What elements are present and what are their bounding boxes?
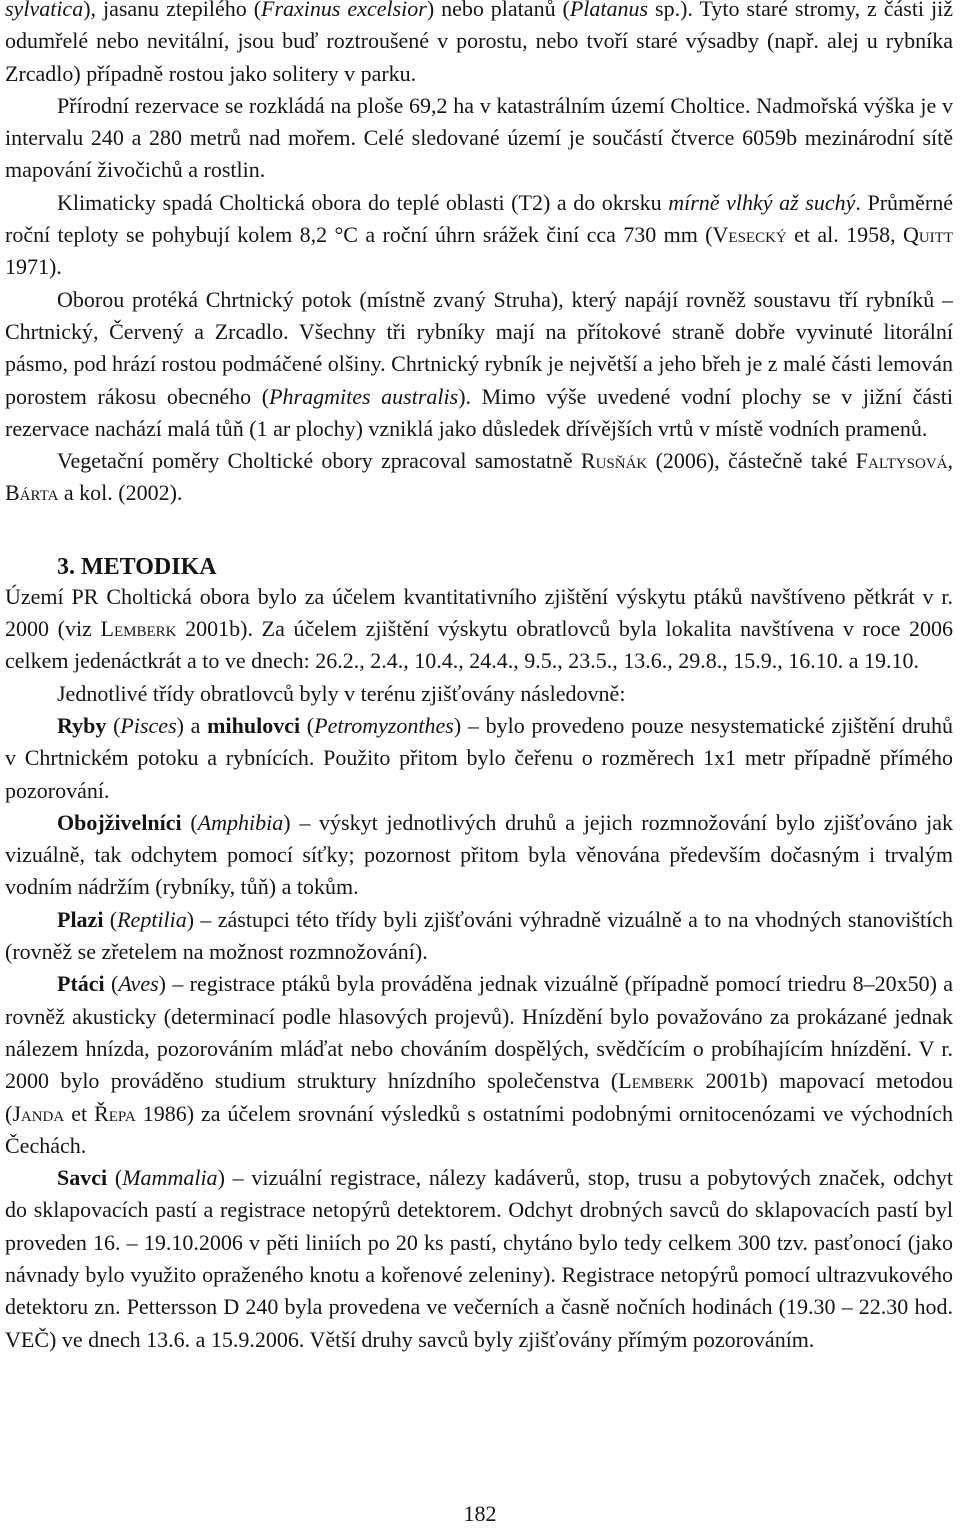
- class-name: Ptáci: [57, 971, 105, 997]
- page-number: 182: [463, 1501, 497, 1526]
- author-name: Rusňák: [580, 448, 648, 474]
- class-name: Savci: [57, 1165, 108, 1191]
- paragraph-area: Přírodní rezervace se rozkládá na ploše 69,2 ha v katastrálním území Choltice. Nadmořská výška je v intervalu 240 a 280 metrů nad mořem. Celé sledované území je součástí čtverce 6059b mezinárodní sítě mapování živočichů a rostlin.: [5, 92, 953, 183]
- paragraph-mammals: Savci (Mammalia) – vizuální registrace, nálezy kadáverů, stop, trusu a pobytových značek, odchyt do sklapovacích pastí a registrace netopýrů detektorem. Odchyt drobných savců do sklapovacích pastí byl proveden 16. – 19.10.2006 v pěti liniích po 20 ks pastí, chytáno bylo tedy celkem 300 tzv. pasťonocí (jako návnady bylo využito opraženého knotu a kořenové zeleniny). Registrace netopýrů pomocí ultrazvukového detektoru zn. Pettersson D 240 byla provedena ve večerních a časně nočních hodinách (19.30 – 22.30 hod. VEČ) ve dnech 13.6. a 15.9.2006. Větší druhy savců byly zjišťovány přímým pozorováním.: [5, 1165, 954, 1352]
- latin-name: Pisces: [120, 712, 177, 738]
- latin-name: Petromyzonthes: [314, 712, 454, 738]
- species-name: Platanus: [569, 0, 649, 21]
- paragraph-climate: Klimaticky spadá Choltická obora do teplé oblasti (T2) a do okrsku mírně vlhký až suchý. Průměrné roční teploty se pohybují kolem 8,2 °C a roční úhrn srážek činí cca 730 mm (Vesecký et al. 1958, Quitt 1971).: [5, 189, 954, 280]
- latin-name: Mammalia: [122, 1165, 218, 1191]
- paragraph-amphibians: Obojživelníci (Amphibia) – výskyt jednotlivých druhů a jejich rozmnožování bylo zjišťováno jak vizuálně, tak odchytem pomocí síťky; pozornost přitom byla věnována především dočasným i trvalým vodním nádržím (rybníky, tůň) a tokům.: [5, 809, 954, 900]
- paragraph-water: Oborou protéká Chrtnický potok (místně zvaný Struha), který napájí rovněž soustavu tří rybníků – Chrtnický, Červený a Zrcadlo. Všechny tři rybníky mají na přítokové straně dobře vyvinuté litorální pásmo, pod hrází rostou podmáčené olšiny. Chrtnický rybník je největší a jeho břeh je z malé části lemován porostem rákosu obecného (Phragmites australis). Mimo výše uvedené vodní plochy se v jižní části rezervace nachází malá tůň (1 ar plochy) vzniklá jako důsledek dřívějších vrtů v místě vodních pramenů.: [5, 286, 953, 441]
- author-name: Quitt: [902, 222, 953, 248]
- author-name: Faltysová: [855, 448, 948, 474]
- author-name: Lemberk: [100, 616, 177, 642]
- paragraph-fish: Ryby (Pisces) a mihulovci (Petromyzonthes) – bylo provedeno pouze nesystematické zjištění druhů v Chrtnickém potoku a rybnících. Použito přitom bylo čeřenu o rozměrech 1x1 metr případně přímého pozorování.: [5, 712, 954, 803]
- paragraph-birds: Ptáci (Aves) – registrace ptáků byla prováděna jednak vizuálně (případně pomocí triedru 8–20x50) a rovněž akusticky (determinací podle hlasových projevů). Hnízdění bylo považováno za prokázané jednak nálezem hnízda, pozorováním mláďat nebo chováním dospělých, svědčícím o probíhajícím hnízdění. V r. 2000 bylo prováděno studium struktury hnízdního společenstva (Lemberk 2001b) mapovací metodou (Janda et Řepa 1986) za účelem srovnání výsledků s ostatními podobnými ornitocenózami ve východních Čechách.: [5, 971, 954, 1158]
- latin-name: Aves: [118, 971, 159, 997]
- paragraph-classes-intro: Jednotlivé třídy obratlovců byly v terénu zjišťovány následovně:: [57, 680, 626, 706]
- paragraph-methods-intro: Území PR Choltická obora bylo za účelem kvantitativního zjištění výskytu ptáků navštíveno pětkrát v r. 2000 (viz Lemberk 2001b). Za účelem zjištění výskytu obratlovců byla lokalita navštívena v roce 2006 celkem jedenáctkrát a to ve dnech: 26.2., 2.4., 10.4., 24.4., 9.5., 23.5., 13.6., 29.8., 15.9., 16.10. a 19.10.: [5, 583, 954, 674]
- author-name: Janda: [12, 1100, 65, 1126]
- class-name: Obojživelníci: [57, 809, 182, 835]
- class-name: mihulovci: [207, 712, 301, 738]
- species-name: Fraxinus excelsior: [261, 0, 427, 21]
- latin-name: Reptilia: [117, 906, 187, 932]
- author-name: Řepa: [94, 1100, 136, 1126]
- paragraph-habitat: sylvatica), jasanu ztepilého (Fraxinus excelsior) nebo platanů (Platanus sp.). Tyto staré stromy, z části již odumřelé nebo nevitální, jsou buď roztroušené v porostu, nebo tvoří staré výsadby (např. alej u rybníka Zrcadlo) případně rostou jako solitery v parku.: [5, 0, 953, 90]
- species-name: sylvatica: [5, 0, 84, 21]
- climate-term: mírně vlhký až suchý: [668, 189, 856, 215]
- section-heading: 3. METODIKA: [57, 553, 217, 580]
- class-name: Ryby: [57, 712, 107, 738]
- author-name: Bárta: [5, 480, 59, 506]
- author-name: Lemberk: [618, 1068, 695, 1094]
- document-page: [5, 0, 953, 1356]
- species-name: Phragmites australis: [269, 383, 459, 409]
- paragraph-vegetation: Vegetační poměry Choltické obory zpracoval samostatně Rusňák (2006), částečně také Faltysová, Bárta a kol. (2002).: [5, 448, 953, 506]
- latin-name: Amphibia: [197, 809, 284, 835]
- author-name: Vesecký: [712, 222, 787, 248]
- paragraph-reptiles: Plazi (Reptilia) – zástupci této třídy byli zjišťováni výhradně vizuálně a to na vhodných stanovištích (rovněž se zřetelem na možnost rozmnožování).: [5, 906, 953, 965]
- class-name: Plazi: [57, 906, 104, 932]
